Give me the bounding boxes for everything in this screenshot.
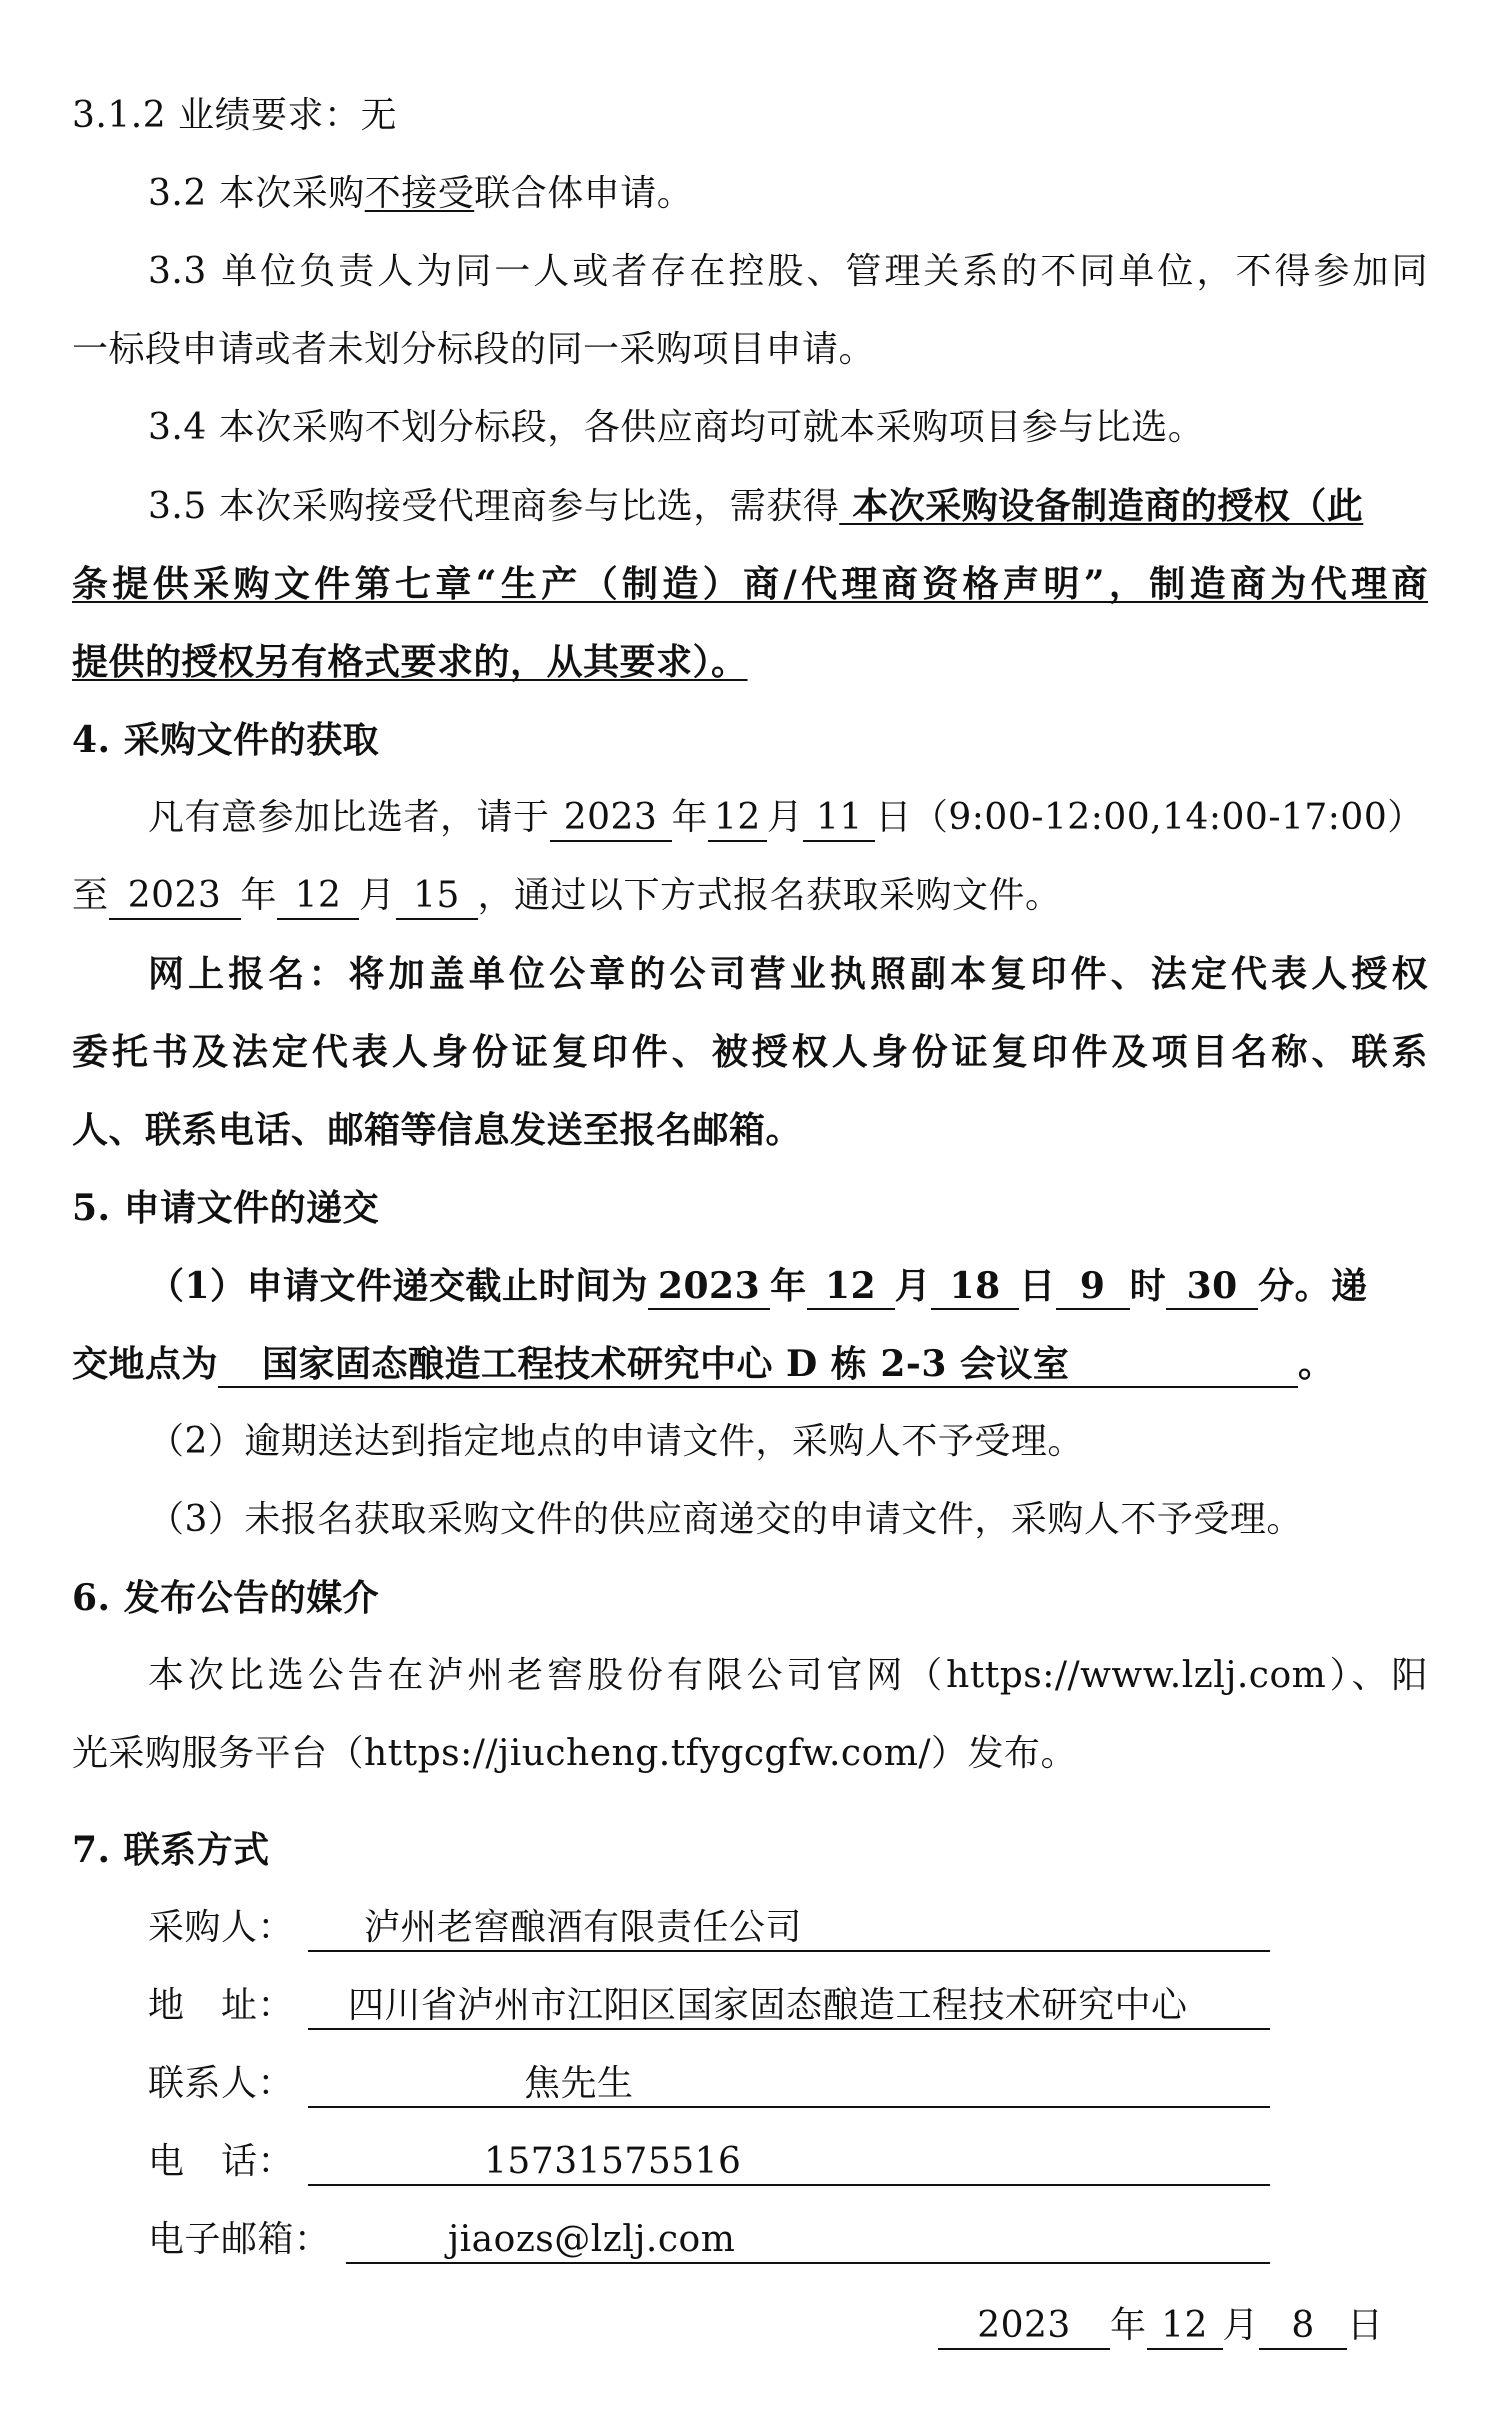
deadline-minute: 30 — [1166, 1264, 1258, 1310]
section-5-heading: 5. 申请文件的递交 — [72, 1187, 380, 1229]
buyer-label: 采购人： — [148, 1907, 295, 1948]
start-year: 2023 — [550, 796, 672, 842]
media-line1: 本次比选公告在泸州老窖股份有限公司官网（https://www.lzlj.com）、阳 — [148, 1655, 1428, 1696]
buyer-value: 泸州老窖酿酒有限责任公司 — [308, 1904, 1270, 1952]
media-line2: 光采购服务平台（https://jiucheng.tfygcgfw.com/）发布。 — [72, 1733, 1078, 1774]
clause-3-5-line3: 提供的授权另有格式要求的，从其要求）。 — [72, 641, 748, 683]
contact-label: 联系人： — [148, 2063, 295, 2104]
obtain-period-line2: 至 2023 年 12 月 15 ，通过以下方式报名获取采购文件。 — [72, 872, 1062, 920]
email-label: 电子邮箱： — [148, 2219, 331, 2260]
document-date: 2023 年 12 月 8 日 — [938, 2302, 1384, 2350]
deadline-month: 12 — [807, 1264, 895, 1310]
clause-3-5-line1: 3.5 本次采购接受代理商参与比选，需获得 本次采购设备制造商的授权（此 — [148, 485, 1364, 527]
section-7-heading: 7. 联系方式 — [72, 1829, 270, 1871]
end-year: 2023 — [109, 874, 241, 920]
deadline-year: 2023 — [648, 1264, 770, 1310]
date-month: 12 — [1147, 2304, 1223, 2350]
online-registration-line2: 委托书及法定代表人身份证复印件、被授权人身份证复印件及项目名称、联系 — [72, 1031, 1428, 1073]
clause-3-3-line1: 3.3 单位负责人为同一人或者存在控股、管理关系的不同单位，不得参加同 — [148, 251, 1428, 292]
start-day: 11 — [803, 796, 875, 842]
address-value: 四川省泸州市江阳区国家固态酿造工程技术研究中心 — [308, 1982, 1270, 2030]
online-registration-line3: 人、联系电话、邮箱等信息发送至报名邮箱。 — [72, 1109, 803, 1151]
deadline-line: （1）申请文件递交截止时间为 2023 年 12 月 18 日 9 时 30 分。递 — [148, 1262, 1368, 1310]
obtain-period-line1: 凡有意参加比选者，请于 2023 年 12 月 11 日（9:00-12:00,14:00-17:00） — [148, 794, 1424, 842]
submission-place-line: 交地点为 国家固态酿造工程技术研究中心 D 栋 2-3 会议室 。 — [72, 1340, 1335, 1388]
date-day: 8 — [1259, 2304, 1347, 2350]
phone-label: 电 话： — [148, 2141, 295, 2182]
clause-3-2: 3.2 本次采购不接受联合体申请。 — [148, 173, 694, 214]
deadline-hour: 9 — [1056, 1264, 1130, 1310]
contact-value: 焦先生 — [308, 2060, 1270, 2108]
date-year: 2023 — [938, 2304, 1110, 2350]
clause-3-3-line2: 一标段申请或者未划分标段的同一采购项目申请。 — [72, 329, 876, 370]
clause-3-4: 3.4 本次采购不划分标段，各供应商均可就本采购项目参与比选。 — [148, 407, 1205, 448]
end-day: 15 — [396, 874, 478, 920]
phone-value: 15731575516 — [308, 2138, 1270, 2186]
late-submission-rule: （2）逾期送达到指定地点的申请文件，采购人不予受理。 — [148, 1421, 1084, 1462]
clause-3-5-line2: 条提供采购文件第七章“生产（制造）商/代理商资格声明”，制造商为代理商 — [72, 563, 1428, 605]
section-4-heading: 4. 采购文件的获取 — [72, 719, 380, 761]
clause-3-1-2: 3.1.2 业绩要求：无 — [72, 95, 398, 136]
unregistered-submission-rule: （3）未报名获取采购文件的供应商递交的申请文件，采购人不予受理。 — [148, 1499, 1303, 1540]
email-value: jiaozs@lzlj.com — [346, 2216, 1270, 2264]
online-registration-line1: 网上报名：将加盖单位公章的公司营业执照副本复印件、法定代表人授权 — [148, 953, 1428, 995]
address-label: 地 址： — [148, 1985, 295, 2026]
section-6-heading: 6. 发布公告的媒介 — [72, 1577, 380, 1619]
start-month: 12 — [708, 796, 767, 842]
end-month: 12 — [277, 874, 359, 920]
not-accepted-text: 不接受 — [364, 173, 475, 214]
submission-place: 国家固态酿造工程技术研究中心 D 栋 2-3 会议室 — [218, 1342, 1298, 1388]
deadline-day: 18 — [931, 1264, 1019, 1310]
